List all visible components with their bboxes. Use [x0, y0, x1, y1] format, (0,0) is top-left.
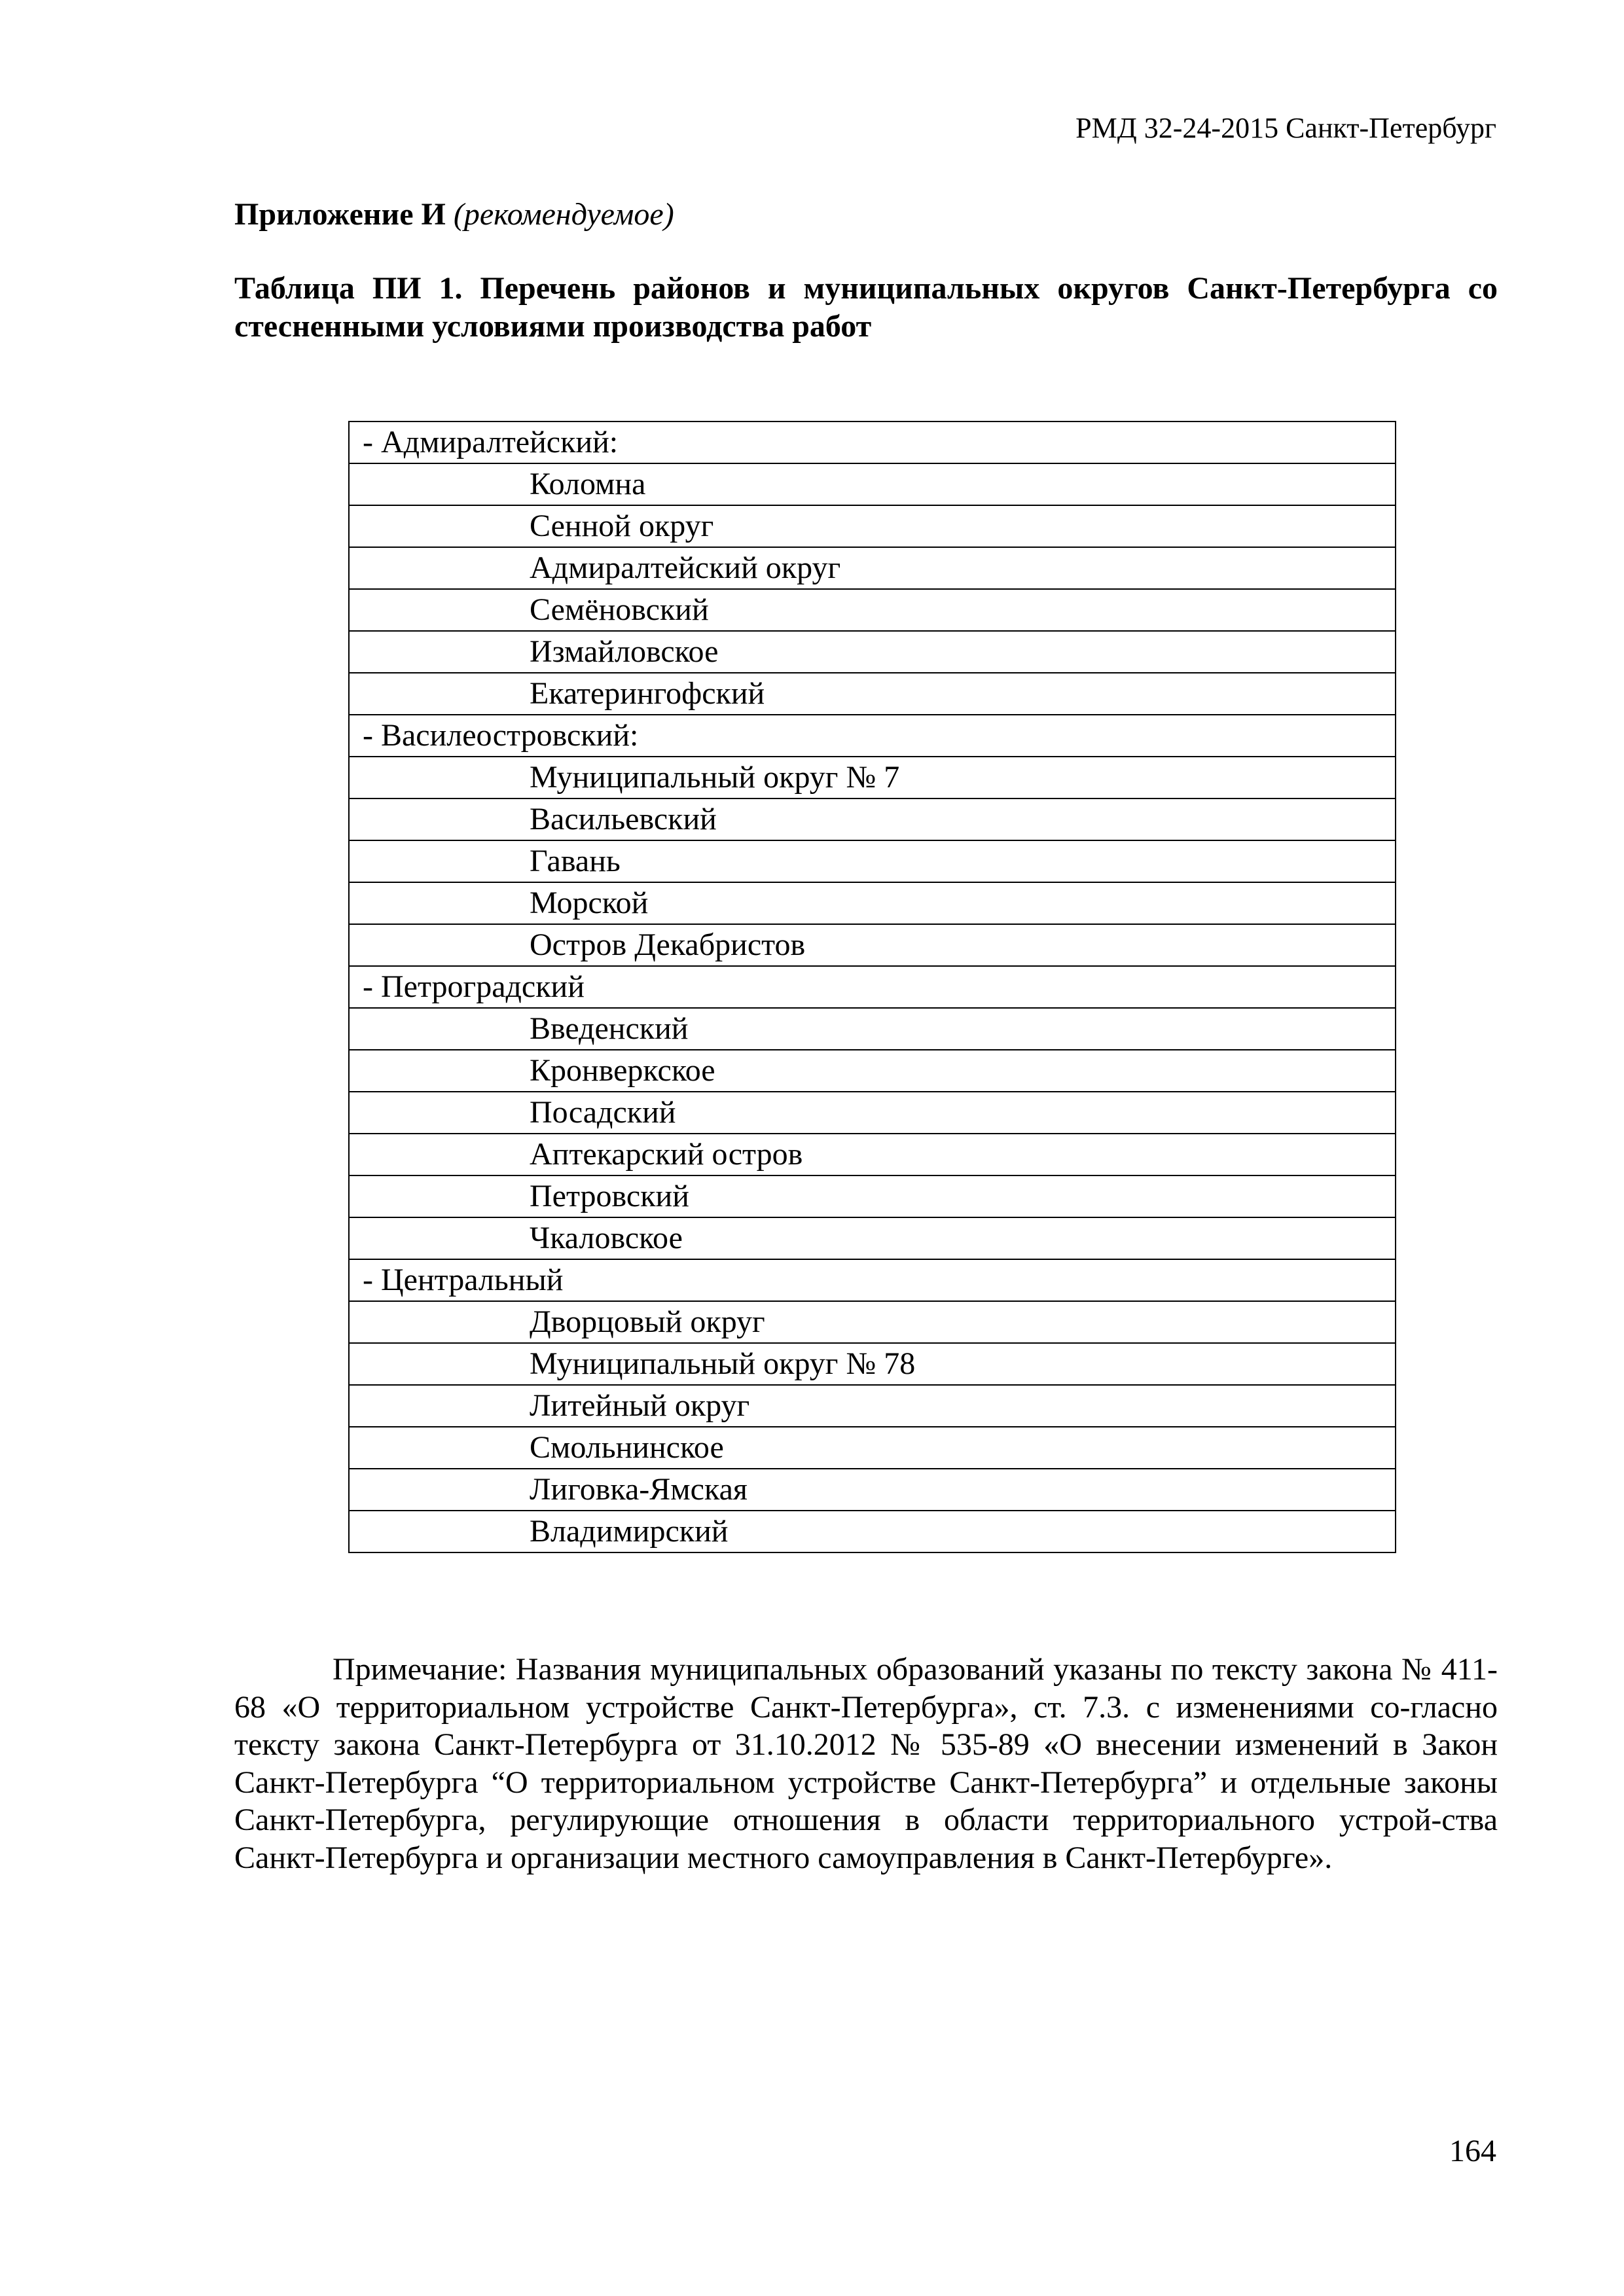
district-name: - Василеостровский: — [349, 715, 1396, 757]
municipality-name: Измайловское — [349, 631, 1396, 673]
table-row-municipality — [349, 798, 1396, 840]
document-reference: РМД 32-24-2015 Санкт-Петербург — [1075, 112, 1496, 144]
table-row-municipality — [349, 1301, 1396, 1343]
municipality-name: Владимирский — [349, 1511, 1396, 1552]
appendix-title-label: Приложение И — [234, 197, 446, 232]
table-row-municipality — [349, 924, 1396, 966]
table-row-district — [349, 1259, 1396, 1301]
municipality-name: Чкаловское — [349, 1217, 1396, 1259]
municipality-name: Васильевский — [349, 798, 1396, 840]
municipality-name: Смольнинское — [349, 1427, 1396, 1469]
municipality-name: Муниципальный округ № 7 — [349, 757, 1396, 798]
table-row-municipality — [349, 1092, 1396, 1134]
table-row-municipality — [349, 840, 1396, 882]
table-row-municipality — [349, 1134, 1396, 1175]
page-number: 164 — [1449, 2134, 1496, 2168]
municipality-name: Петровский — [349, 1175, 1396, 1217]
table-row-district — [349, 422, 1396, 463]
table-row-municipality — [349, 631, 1396, 673]
table-row-municipality — [349, 1175, 1396, 1217]
appendix-title — [234, 195, 674, 234]
table-row-district — [349, 715, 1396, 757]
municipality-name: Адмиралтейский округ — [349, 547, 1396, 589]
table-row-municipality — [349, 505, 1396, 547]
table-row-municipality — [349, 589, 1396, 631]
table-row-municipality — [349, 463, 1396, 505]
municipality-name: Гавань — [349, 840, 1396, 882]
table-row-municipality — [349, 1343, 1396, 1385]
municipality-name: Дворцовый округ — [349, 1301, 1396, 1343]
table-row-municipality — [349, 1385, 1396, 1427]
table-caption: Таблица ПИ 1. Перечень районов и муниципальных округов Санкт-Петербурга со стесненными условиями производства работ — [234, 271, 1498, 344]
table-row-municipality — [349, 673, 1396, 715]
municipality-name: Морской — [349, 882, 1396, 924]
municipality-name: Аптекарский остров — [349, 1134, 1396, 1175]
municipality-name: Остров Декабристов — [349, 924, 1396, 966]
municipality-name: Семёновский — [349, 589, 1396, 631]
district-name: - Петроградский — [349, 966, 1396, 1008]
table-row-municipality — [349, 1217, 1396, 1259]
table-row-municipality — [349, 547, 1396, 589]
municipality-name: Лиговка-Ямская — [349, 1469, 1396, 1511]
appendix-title-status: (рекомендуемое) — [453, 197, 674, 232]
municipality-name: Сенной округ — [349, 505, 1396, 547]
table-row-municipality — [349, 1008, 1396, 1050]
district-name: - Адмиралтейский: — [349, 422, 1396, 463]
table-row-municipality — [349, 1469, 1396, 1511]
table-row-municipality — [349, 1427, 1396, 1469]
municipality-name: Кронверкское — [349, 1050, 1396, 1092]
municipality-name: Посадский — [349, 1092, 1396, 1134]
table-row-municipality — [349, 1050, 1396, 1092]
districts-table — [348, 421, 1396, 1553]
municipality-name: Екатерингофский — [349, 673, 1396, 715]
municipality-name: Муниципальный округ № 78 — [349, 1343, 1396, 1385]
table-row-municipality — [349, 1511, 1396, 1552]
municipality-name: Введенский — [349, 1008, 1396, 1050]
table-row-municipality — [349, 882, 1396, 924]
municipality-name: Литейный округ — [349, 1385, 1396, 1427]
table-note: Примечание: Названия муниципальных образований указаны по тексту закона № 411-68 «О территориальном устройстве Санкт-Петербурга», ст. 7.3. с изменениями со-гласно тексту закона Санкт-Петербурга от 31.10.2012 № 535-89 «О внесении изменений в Закон Санкт-Петербурга “О территориальном устройстве Санкт-Петербурга” и отдельные законы Санкт-Петербурга, регулирующие отношения в области территориального устрой-ства Санкт-Петербурга и организации местного самоуправления в Санкт-Петербурге». — [234, 1652, 1498, 1875]
table-row-district — [349, 966, 1396, 1008]
district-name: - Центральный — [349, 1259, 1396, 1301]
municipality-name: Коломна — [349, 463, 1396, 505]
table-row-municipality — [349, 757, 1396, 798]
